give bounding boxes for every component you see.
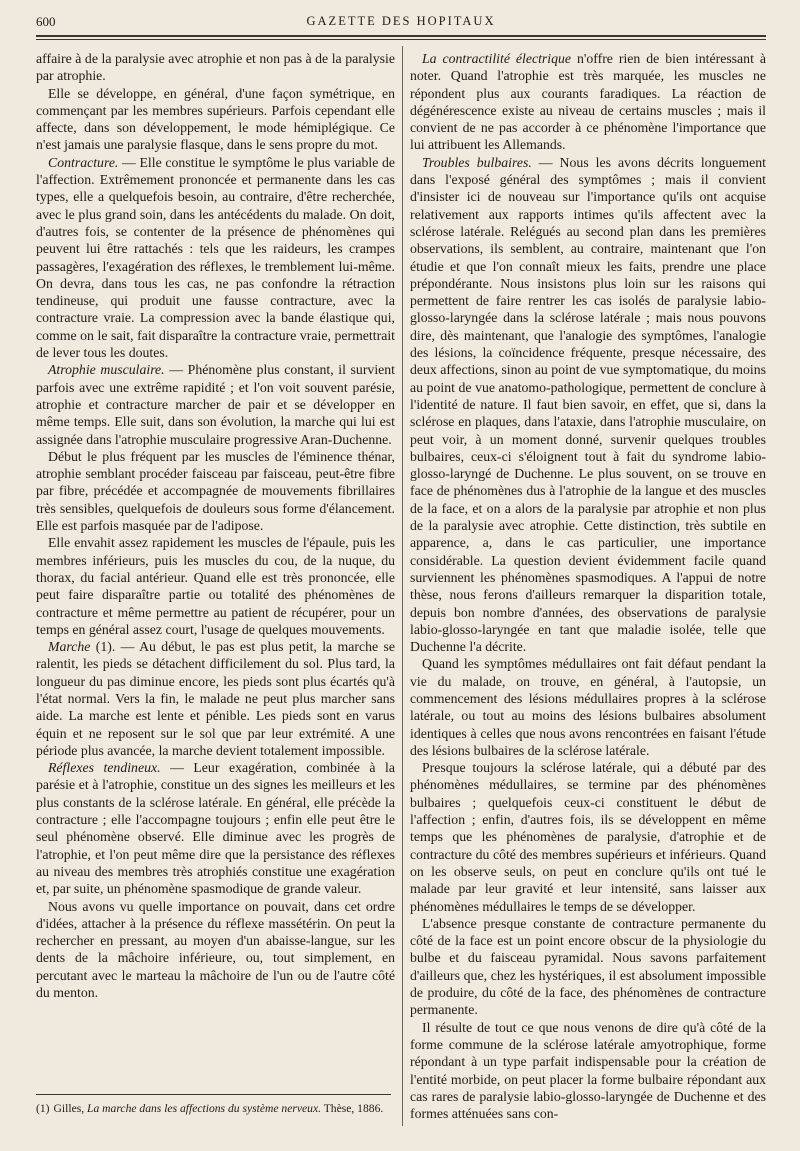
paragraph: Elle envahit assez rapidement les muscles de l'épaule, puis les membres inférieurs, puis les muscles du cou, de la nuque, du thorax, du facial antérieur. Quand elle est très prononcée, elle peut faire disparaître partie ou totalité des phénomènes de contracture et même permettre au patient de récupérer, pour un temps en général assez court, l'usage de quelques mouvements.	[36, 535, 395, 637]
section-heading: Réflexes tendineux.	[48, 760, 161, 776]
paragraph	[36, 154, 395, 362]
paragraph: Il résulte de tout ce que nous venons de dire qu'à côté de la forme commune de la sclérose latérale amyotrophique, forme répondant à un type parfait indispensable pour la création de l'entité morbide, on peut placer la forme bulbaire répondant aux cas rares de paralysie labio-glosso-laryngée de Duchenne et des formes atténuées sans con-	[410, 1019, 766, 1122]
paragraph-text: (1). — Au début, le pas est plus petit, la marche se ralentit, les pieds se détachent difficilement du sol. Plus tard, la longueur du pas diminue encore, les pieds sont plus écartés qu'à l'état normal. Vers la fin, le malade ne peut plus marcher sans aide. La marche est lente et pénible. Les pieds sont en varus équin et ne reposent sur le sol que par leur extrémité. A une période plus avancée, la marche devient totalement impossible.	[36, 639, 395, 758]
paragraph: Quand les symptômes médullaires ont fait défaut pendant la vie du malade, on trouve, en général, à l'autopsie, un commencement des lésions médullaires propres à la sclérose latérale, ou tout au moins des lésions bulbaires absolument identiques à celles que nous avons rencontrées en faisant l'étude des lésions bulbaires de la sclérose latérale.	[410, 656, 766, 758]
footnote-title: La marche dans les affections du système nerveux.	[87, 1102, 322, 1115]
left-column	[36, 50, 395, 1001]
journal-title: GAZETTE DES HOPITAUX	[306, 14, 496, 28]
paragraph-text: — Elle constitue le symptôme le plus variable de l'affection. Extrêmement prononcée et permanente dans les cas types, elle a quelquefois besoin, au contraire, d'être recherchée, avec le plus grand soin, dans les antécédents du malade. On doit, d'autres fois, se contenter de la présence de phénomènes qui peuvent lui être rattachés : tels que les raideurs, les crampes passagères, l'exagération des réflexes, le tremblement lui-même. On devra, dans tous les cas, ne pas confondre la rétraction tendineuse, qui produit une fausse contracture, avec la contracture vraie. La compression avec la bande élastique qui, comme on le sait, fait disparaître la contracture vraie, permettrait de lever tous les doutes.	[36, 154, 395, 361]
paragraph-text: — Nous les avons décrits longuement dans l'exposé général des symptômes ; mais il convient d'insister ici de nouveau sur l'importance qu'ils ont acquise relativement aux rapports intimes qu'ils affectent avec la sclérose latérale. Relégués au second plan dans les premières observations, ils semblent, au contraire, maintenant que l'on étudie et que l'on connaît mieux les faits, prendre une place prépondérante. Nous insistons plus loin sur les raisons qui permettent de faire rentrer les cas isolés de paralysie labio-glosso-laryngée dans la sclérose latérale ; mais nous pouvons dire, dès maintenant, que l'analogie des symptômes, l'analogie des lésions, la coïncidence fréquente, presque nécessaire, des deux affections, sinon au point de vue symptomatique, du moins au point de vue anatomo-pathologique, permettent de conclure à l'identité de nature. Il faut bien savoir, en effet, que si, dans la sclérose en plaques, dans l'ataxie, dans l'atrophie musculaire, on peut voir, à un moment donné, survenir quelques troubles bulbaires, ceux-ci s'éloignent tout à fait du syndrome labio-glosso-laryngé de Duchenne. Le plus souvent, on se trouve en face de phénomènes dus à l'atrophie de la langue et des muscles de la face, et on a alors de la paralysie par atrophie et non plus de la paralysie avec atrophie. Cette distinction, très subtile en apparence, a, dans le cas particulier, une importance considérable. La question devient évidemment facile quand surviennent les phénomènes spasmodiques. A l'appui de notre thèse, nous ferons d'ailleurs remarquer la disparition totale, depuis bon nombre d'années, des observations de paralysie labio-glosso-laryngée en tant que maladie isolée, telle que Duchenne l'a décrite.	[410, 154, 766, 655]
paragraph: Nous avons vu quelle importance on pouvait, dans cet ordre d'idées, attacher à la présence du réflexe massétérin. On peut la rechercher en pressant, au moyen d'un abaisse-langue, sur les dents de la mâchoire inférieure, ou, tout simplement, en percutant avec le marteau la mâchoire de l'un ou de l'autre côté du menton.	[36, 898, 395, 1001]
paragraph-text: — Leur exagération, combinée à la parésie et à l'atrophie, constitue un des signes les meilleurs et les plus constants de la sclérose latérale. En général, elle précède la contracture ; elle l'accompagne toujours ; enfin elle peut être le seul phénomène observé. Elle diminue avec les progrès de l'atrophie, et l'on peut même dire que la persistance des réflexes au niveau des membres très atrophiés constitue une exagération et, par suite, un phénomène spasmodique de grande valeur.	[36, 760, 395, 897]
footnote-rule	[36, 1094, 391, 1095]
header-rule-thin	[36, 39, 766, 40]
header-rule	[36, 35, 766, 37]
paragraph: affaire à de la paralysie avec atrophie et non pas à de la paralysie par atrophie.	[36, 51, 395, 84]
page-number: 600	[36, 14, 56, 29]
paragraph	[36, 638, 395, 759]
paragraph: Elle se développe, en général, d'une façon symétrique, en commençant par les membres supérieurs. Parfois cependant elle affecte, dans son développement, le mode hémiplégique. Ce n'est jamais une paralysie flasque, dans le sens propre du mot.	[36, 85, 395, 153]
footnote	[36, 1102, 395, 1116]
section-heading: Marche	[48, 639, 91, 655]
paragraph	[410, 154, 766, 656]
paragraph-text: — Phénomène plus constant, il survient parfois avec une extrême rapidité ; et l'on voit souvent parésie, atrophie et contracture marcher de pair et se développer en même temps. Elle suit, dans son évolution, la marche qui lui est assignée dans l'atrophie musculaire progressive Aran-Duchenne.	[36, 362, 396, 447]
right-column	[410, 50, 766, 1122]
footnote-author: Gilles,	[53, 1102, 85, 1115]
footnote-rest: Thèse, 1886.	[321, 1102, 384, 1115]
paragraph	[36, 361, 395, 447]
page-header	[36, 14, 766, 34]
section-heading: Contracture.	[48, 154, 119, 170]
section-heading: Atrophie musculaire.	[48, 362, 165, 378]
paragraph	[410, 50, 766, 154]
section-heading: Troubles bulbaires.	[422, 154, 532, 170]
paragraph: Presque toujours la sclérose latérale, qui a débuté par des phénomènes médullaires, se termine par des phénomènes bulbaires ; quelquefois ceux-ci constituent le début de l'affection ; enfin, d'autres fois, ils se développent en même temps que les phénomènes de paralysie, d'atrophie et de contracture du côté des membres supérieurs et inférieurs. Quand on les observe seuls, on peut en conclure qu'ils ont tué le malade par leur gravité et leur intensité, sans laisser aux phénomènes médullaires le temps de se développer.	[410, 760, 766, 914]
column-divider	[402, 46, 403, 1126]
paragraph-text: n'offre rien de bien intéressant à noter. Quand l'atrophie est très marquée, les muscles ne répondent plus aux courants faradiques. La réaction de dégénérescence existe au niveau de certains muscles ; mais il convient de ne pas accorder à ce phénomène l'importance que lui attribuent les Allemands.	[410, 51, 766, 153]
paragraph: Début le plus fréquent par les muscles de l'éminence thénar, atrophie semblant procéder faisceau par faisceau, peut-être fibre par fibre, précédée et accompagnée de mouvements fibrillaires très sensibles, quelquefois de douleurs sous forme d'élancement. Elle est parfois masquée par de l'adipose.	[36, 448, 395, 534]
paragraph	[36, 759, 395, 897]
section-heading: La contractilité électrique	[422, 51, 572, 66]
paragraph: L'absence presque constante de contracture permanente du côté de la face est un point encore obscur de la physiologie du bulbe et du faisceau pyramidal. Nous savons parfaitement d'ailleurs que, chez les hystériques, il est absolument impossible de produire, du côté de la face, des phénomènes de contracture permanente.	[410, 915, 766, 1018]
footnote-number: (1)	[36, 1102, 50, 1115]
